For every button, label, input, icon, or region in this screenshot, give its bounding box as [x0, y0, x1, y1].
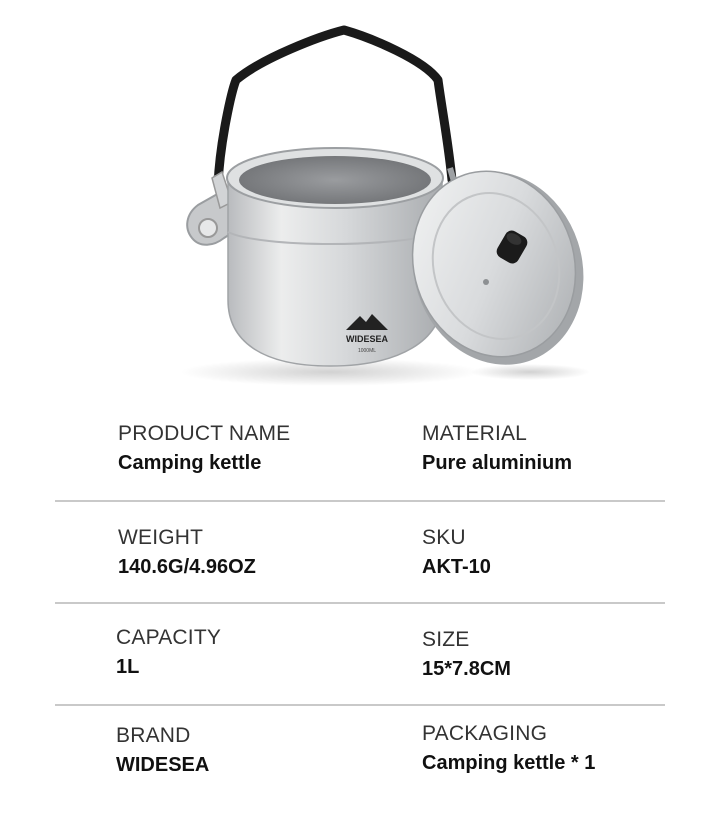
spec-sku	[422, 526, 491, 579]
spec-brand	[116, 724, 209, 777]
specs-table	[0, 400, 720, 793]
spec-label: PRODUCT NAME	[118, 422, 291, 445]
spec-value: Camping kettle * 1	[422, 752, 596, 774]
spec-label: MATERIAL	[422, 422, 528, 445]
spec-product-name	[118, 422, 290, 475]
spec-row	[0, 724, 720, 824]
spec-value: AKT-10	[422, 556, 491, 578]
kettle-illustration	[0, 0, 720, 400]
spec-row	[0, 420, 720, 520]
divider	[55, 704, 665, 706]
spec-label: SIZE	[422, 628, 470, 651]
spec-value: 15*7.8CM	[422, 658, 511, 680]
spec-row	[0, 524, 720, 624]
spec-value: Camping kettle	[118, 452, 262, 474]
spec-label: WEIGHT	[118, 526, 204, 549]
spec-value: WIDESEA	[116, 754, 210, 776]
spec-label: PACKAGING	[422, 722, 548, 745]
spec-label: SKU	[422, 526, 466, 549]
product-image	[0, 0, 720, 400]
spec-value: Pure aluminium	[422, 452, 573, 474]
spec-capacity	[116, 626, 221, 679]
spec-weight	[118, 526, 256, 579]
spec-label: BRAND	[116, 724, 191, 747]
spec-material	[422, 422, 572, 475]
spec-row	[0, 624, 720, 724]
svg-text:WIDESEA: WIDESEA	[345, 334, 389, 344]
spec-packaging	[422, 722, 595, 775]
divider	[55, 500, 665, 502]
spec-value: 140.6G/4.96OZ	[118, 556, 256, 578]
divider	[55, 602, 665, 604]
svg-text:1000ML: 1000ML	[357, 348, 377, 354]
spec-value: 1L	[116, 656, 140, 678]
spec-size	[422, 628, 511, 681]
spec-label: CAPACITY	[116, 626, 222, 649]
